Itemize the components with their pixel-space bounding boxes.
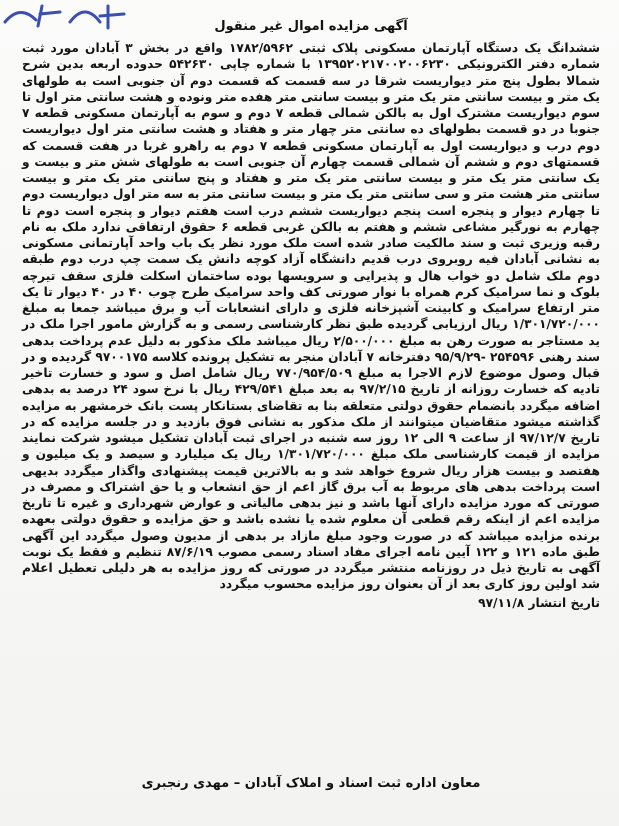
notice-title: آگهی مزایده اموال غیر منقول [214, 19, 408, 34]
notice-body: ششدانگ یک دستگاه آپارتمان مسکونی پلاک ثبتی ۱۷۸۲/۵۹۶۲ واقع در بخش ۳ آبادان مورد ثبت شماره دفتر الکترونیکی ۱۳۹۵۲۰۲۱۷۰۰۲۰۰۶۲۳۰ با شماره چاپی ۵۴۲۶۳۰ حدوده اربعه بدین شرح شمالا بطول پنج متر دیواریست شرقا در سه قسمت که قسمت دوم آن جنوبی است به طولهای یک متر و بیست سانتی متر یک متر و بیست سانتی متر هفده متر ونوده و هشت سانتی متر اول تا سوم دیواریست مشترک اول به بالکن شمالی قطعه ۷ دوم و سوم به آپارتمان مسکونی قطعه ۷ جنوبا در دو قسمت بطولهای ده سانتی متر چهار متر و هفتاد و هشت سانتی متر اول دیواریست دوم درب و دیواریست اول به آپارتمان مسکونی قطعه ۷ دوم به راهرو غربا در هفت قسمت که قسمتهای دوم و ششم آن شمالی قسمت چهارم آن جنوبی است به طولهای شش متر و بیست و یک سانتی متر یک متر و بیست سانتی متر یک متر و هفتاد و پنج سانتی متر یک متر و بیست سانتی متر هشت متر و سی سانتی متر یک متر و بیست سانتی متر به سه متر اول دیواریست دوم تا چهارم دیوار و پنجره است پنجم دیواریست ششم درب است هفتم دیوار و پنجره است دوم تا چهارم به نورگیر مشاعی ششم و هفتم به بالکن غربی قطعه ۶ حقوق ارتفاقی ندارد ملک به نام رقبه وزیری ثبت و سند مالکیت صادر شده است ملک مورد نظر یک باب واحد آپارتمانی مسکونی به نشانی آبادان فیه روبروی درب قدیم دانشگاه آزاد کوچه دانش یک سمت چپ درب دوم طبقه دوم ملک شامل دو خواب هال و پذیرایی و سرویسها بوده ساختمان اسکلت فلزی سقف تیرچه بلوک و نما سرامیک کرم همراه با نوار صورتی کف واحد سرامیک طرح چوب ۴۰ در ۴۰ دیوار تا یک متر ارتفاع سرامیک و کابینت آشپزخانه فلزی و دارای انشعابات آب و برق میباشد جمعا به مبلغ ۱/۳۰۱/۷۲۰/۰۰۰ ریال ارزیابی گردیده طبق نظر کارشناسی رسمی و به گزارش مامور اجرا ملک در ید مستاجر به صورت رهن به مبلغ ۲/۵۰۰/۰۰۰ ریال میباشد ملک مذکور به دلیل عدم پرداخت بدهی سند رهنی ۲۵۴۵۹۶ -۹۵/۹/۲۹ دفترخانه ۷ آبادان منجر به تشکیل پرونده کلاسه ۹۷۰۰۱۷۵ گردیده و در قبال وصول موضوع لازم الاجرا به مبلغ ۷۷۰/۹۵۴/۵۰۹ ریال شامل اصل و سود و خسارت تاخیر تادیه که خسارت روزانه از تاریخ ۹۷/۲/۱۵ به بعد مبلغ ۴۲۹/۵۴۱ ریال با نرخ سود ۲۴ درصد به بدهی اضافه میگردد بانضمام حقوق دولتی متعلقه بنا به تقاضای بستانکار پست بانک خرمشهر به مزایده گذاشته میشود متقاضیان میتوانند از ملک مذکور به نشانی فوق بازدید و در جلسه مزایده که در تاریخ ۹۷/۱۲/۷ از ساعت ۹ الی ۱۲ روز سه شنبه در اجرای ثبت آبادان تشکیل میشود شرکت نمایند مزایده از قیمت کارشناسی ملک مبلغ ۱/۳۰۱/۷۲۰/۰۰۰ ریال یک میلیارد و سیصد و یک میلیون و هفتصد و بیست هزار ریال شروع خواهد شد و به بالاترین قیمت پیشنهادی واگذار میگردد بدیهی است پرداخت بدهی های مربوط به آب برق گاز اعم از حق انشعاب و یا حق اشتراک و مصرف در صورتی که مورد مزایده دارای آنها باشد و نیز بدهی مالیاتی و عوارض شهرداری و غیره تا تاریخ مزایده اعم از اینکه رقم قطعی آن معلوم شده یا نشده باشد و حق مزایده و حقوق دولتی بعهده برنده مزایده میباشد که در صورت وجود مبلغ مازاد بر بدهی از مدیون وصول میگردد این آگهی طبق ماده ۱۲۱ و ۱۲۲ آیین نامه اجرای مفاد اسناد رسمی مصوب ۸۷/۶/۱۹ تنظیم و فقط یک نوبت آگهی به تاریخ ذیل در روزنامه منتشر میگردد در صورتی که روز مزایده به هر دلیلی تعطیل اعلام شد اولین روز کاری بعد از آن بعنوان روز مزایده محسوب میگردد [22, 41, 601, 592]
auction-notice [22, 18, 600, 612]
publish-date: تاریخ انتشار ۹۷/۱۱/۸ [478, 595, 600, 610]
signature-line: معاون اداره ثبت اسناد و املاک آبادان – مهدی رنجبری [141, 776, 481, 791]
